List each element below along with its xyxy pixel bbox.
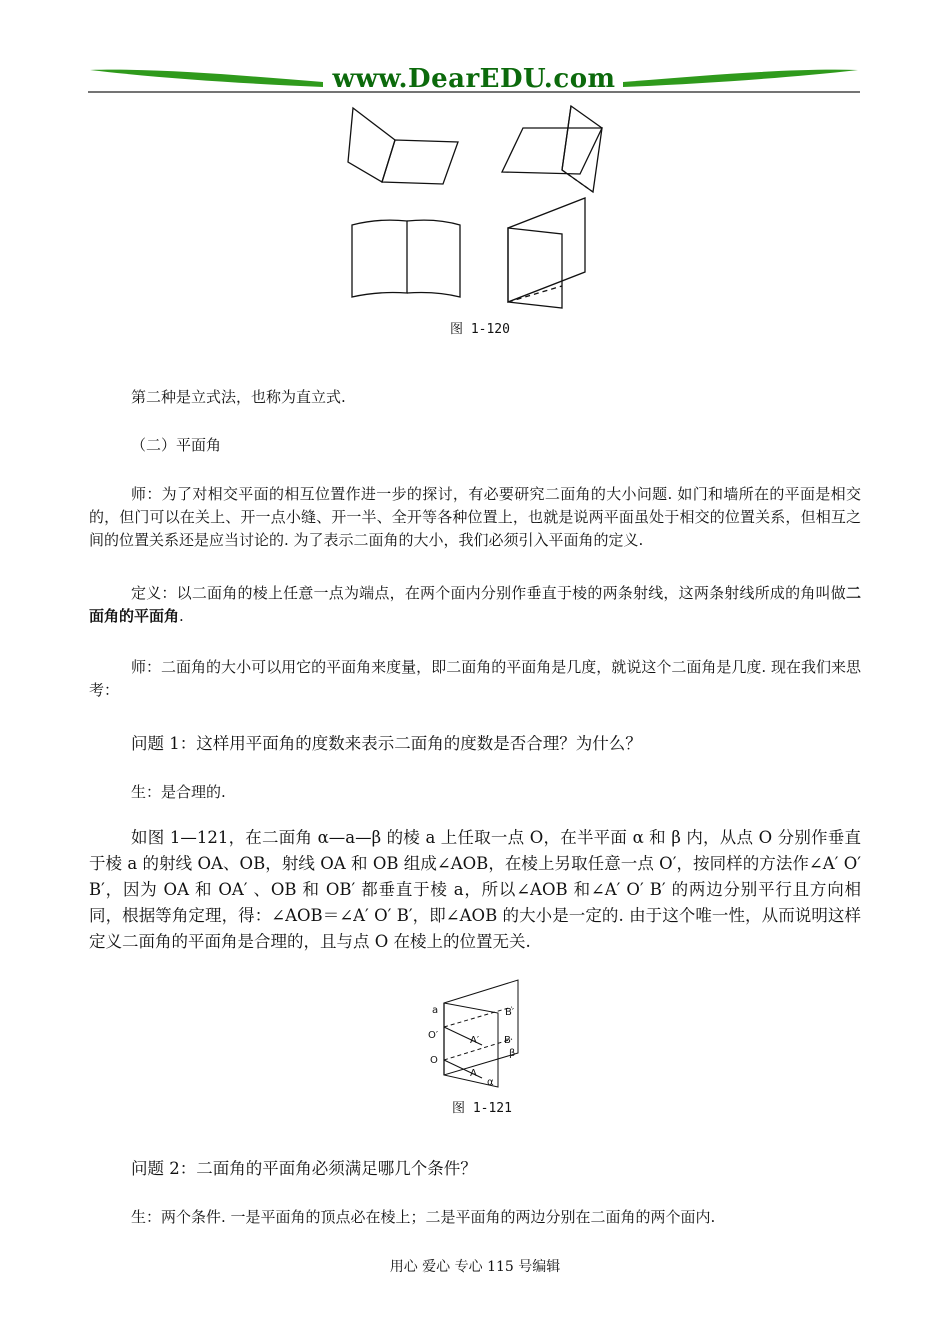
label-o-prime: O′ xyxy=(428,1030,439,1041)
label-o: O xyxy=(430,1055,438,1066)
definition-text: 定义：以二面角的棱上任意一点为端点，在两个面内分别作垂直于棱的两条射线，这两条射线所成的角叫做 xyxy=(131,584,846,602)
label-alpha: α xyxy=(487,1077,494,1088)
figure-1-120-caption: 图 1-120 xyxy=(450,322,510,337)
paragraph-vertical-method: 第二种是立式法，也称为直立式. xyxy=(131,388,346,406)
question-2: 问题 2：二面角的平面角必须满足哪几个条件？ xyxy=(131,1159,477,1178)
paragraph-proof: 如图 1—121，在二面角 α—a—β 的棱 a 上任取一点 O，在半平面 α 和 β 内，从点 O 分别作垂直于棱 a 的射线 OA、OB，射线 OA 和 OB 组成∠AOB，在棱上另取任意一点 O′，按同样的方法作∠A′ O′ B′，因为 OA 和 OA′ 、OB 和 OB′ 都垂直于棱 a，所以∠AOB 和∠A′ O′ B′ 的两边分别平行且方向相同，根据等角定理，得：∠AOB＝∠A′ O′ B′，即∠AOB 的大小是一定的. 由于这个唯一性，从而说明这样定义二面角的平面角是合理的，且与点 O 在棱上的位置无关. xyxy=(89,828,861,951)
figure-1-121-labels xyxy=(420,975,530,1093)
label-a-point: A xyxy=(470,1068,477,1079)
paragraph-teacher-intro: 师：为了对相交平面的相互位置作进一步的探讨，有必要研究二面角的大小问题. 如门和墙所在的平面是相交的，但门可以在关上、开一点小缝、开一半、全开等各种位置上，也就是说两平面虽处于相交的位置关系，但相互之间的位置关系还是应当讨论的. 为了表示二面角的大小，我们必须引入平面角的定义. xyxy=(89,485,861,549)
question-1: 问题 1：这样用平面角的度数来表示二面角的度数是否合理？为什么？ xyxy=(131,734,642,753)
definition-term: 二面角的平面角 xyxy=(89,584,861,625)
label-beta: β xyxy=(509,1048,516,1059)
paragraph-teacher-measure: 师：二面角的大小可以用它的平面角来度量，即二面角的平面角是几度，就说这个二面角是几度. 现在我们来思考： xyxy=(89,658,861,699)
paragraph-definition xyxy=(89,582,861,628)
label-a-prime: A′ xyxy=(470,1035,480,1046)
answer-1: 生：是合理的. xyxy=(131,783,226,801)
site-header-banner xyxy=(88,60,860,100)
label-b-point: B xyxy=(504,1035,511,1046)
section-heading-plane-angle: （二）平面角 xyxy=(131,436,222,454)
definition-end: . xyxy=(179,607,184,625)
figure-1-120 xyxy=(340,100,620,315)
page-footer: 用心 爱心 专心 115 号编辑 xyxy=(389,1259,561,1275)
figure-1-121-caption: 图 1-121 xyxy=(452,1101,512,1116)
label-edge-a: a xyxy=(432,1005,439,1016)
site-logo: www.DearEDU.com xyxy=(332,64,616,94)
label-b-prime: B′ xyxy=(505,1007,515,1018)
answer-2: 生：两个条件. 一是平面角的顶点必在棱上；二是平面角的两边分别在二面角的两个面内. xyxy=(131,1208,716,1226)
